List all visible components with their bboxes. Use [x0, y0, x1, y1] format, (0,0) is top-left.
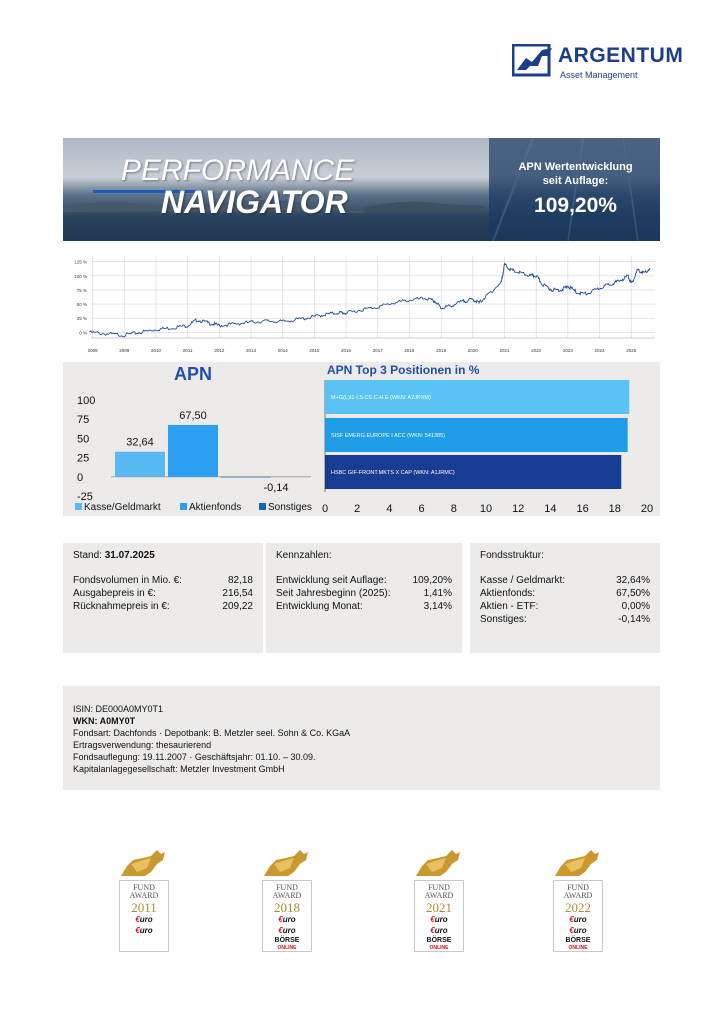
- x-tick-label: 2022: [531, 348, 542, 353]
- kennzahlen-row: [276, 588, 452, 601]
- award-card: [119, 880, 169, 952]
- performance-box: [489, 138, 660, 241]
- y-tick-label: 25: [77, 452, 90, 465]
- legend-label: Kasse/Geldmarkt: [84, 502, 161, 513]
- brand-subtitle: Asset Management: [560, 70, 638, 80]
- fondsart: Fondsart: Dachfonds · Depotbank: B. Metzler seel. Sohn & Co. KGaA: [73, 728, 351, 738]
- y-tick-label: 50: [77, 433, 90, 446]
- brand-name: ARGENTUM: [558, 44, 684, 67]
- award-line1: FUND: [567, 883, 589, 892]
- data-label: 32,64: [126, 436, 154, 449]
- row-value: 3,14%: [423, 601, 452, 612]
- x-tick-label: 10: [479, 503, 493, 515]
- award-line2: AWARD: [129, 891, 159, 900]
- y-tick-label: 75 %: [76, 287, 87, 293]
- x-tick-label: 2: [354, 503, 361, 515]
- award-year: 2022: [565, 900, 591, 915]
- bar-sonstiges: [221, 477, 271, 478]
- data-label: -0,14: [263, 481, 289, 494]
- stand-row: [73, 588, 253, 601]
- x-tick-label: 2011: [182, 348, 193, 353]
- argentum-logo: [512, 42, 682, 84]
- x-tick-label: 6: [418, 503, 425, 515]
- euro-logo: €uro: [569, 926, 587, 935]
- legend-swatch: [75, 503, 82, 510]
- performance-label-line2: seit Auflage:: [542, 175, 609, 187]
- stand-row: [73, 575, 253, 588]
- row-label: Seit Jahresbeginn (2025):: [276, 588, 391, 599]
- x-tick-label: 16: [576, 503, 589, 515]
- row-value: 32,64%: [616, 575, 650, 586]
- bar-aktienfonds: [168, 425, 218, 477]
- performance-label-line1: APN Wertentwicklung: [518, 161, 633, 173]
- gold-bull-icon: [551, 848, 603, 880]
- x-tick-label: 2008: [87, 348, 98, 353]
- row-label: Aktienfonds:: [480, 588, 536, 599]
- x-tick-label: 4: [386, 503, 393, 515]
- stand-row: [73, 601, 253, 614]
- fund-award-2011: [117, 848, 169, 952]
- kapitalanlagegesellschaft: Kapitalanlagegesellschaft: Metzler Investment GmbH: [73, 764, 285, 774]
- top3-positions-panel: [319, 362, 660, 516]
- award-title: [120, 884, 168, 900]
- award-line1: FUND: [276, 883, 298, 892]
- award-card: [414, 880, 464, 952]
- stand-date: 31.07.2025: [104, 550, 155, 561]
- row-value: 67,50%: [616, 588, 650, 599]
- award-line2: AWARD: [424, 891, 454, 900]
- performance-label: [493, 160, 658, 188]
- x-tick-label: 14: [544, 503, 557, 515]
- y-tick-label: 75: [77, 414, 90, 427]
- y-tick-label: 0: [77, 471, 84, 484]
- gold-bull-icon: [412, 848, 464, 880]
- x-tick-label: 2018: [404, 348, 415, 353]
- stand-box: [63, 543, 263, 653]
- boerse-online-logo: BÖRSE ONLINE: [426, 937, 452, 951]
- legend-swatch: [180, 503, 187, 510]
- euro-logo: €uro: [135, 915, 153, 924]
- euro-logo: €uro: [430, 926, 448, 935]
- row-value: 109,20%: [412, 575, 452, 586]
- award-year: 2021: [426, 900, 452, 915]
- x-tick-label: 2013: [246, 348, 257, 353]
- row-label: Rücknahmepreis in €:: [73, 601, 170, 612]
- row-label: Kasse / Geldmarkt:: [480, 575, 566, 586]
- gold-bull-icon: [117, 848, 169, 880]
- y-tick-label: 125 %: [74, 259, 87, 265]
- position-label: M+G(L)I1-I.S.CS C-H E (WKN: A2JPXM): [331, 395, 431, 401]
- euro-logo: €uro: [569, 915, 587, 924]
- apn-bar-chart: [63, 362, 319, 516]
- row-value: 209,22: [222, 601, 253, 612]
- top3-bar-chart: [319, 362, 660, 516]
- kennzahlen-title: Kennzahlen:: [276, 550, 332, 561]
- row-label: Fondsvolumen in Mio. €:: [73, 575, 182, 586]
- stand-label: Stand:: [73, 550, 102, 561]
- award-line2: AWARD: [563, 891, 593, 900]
- award-year: 2011: [131, 900, 157, 915]
- stand-line: [73, 550, 155, 561]
- y-tick-label: 100: [77, 395, 96, 407]
- euro-logo: €uro: [430, 915, 448, 924]
- award-title: [415, 884, 463, 900]
- fund-award-2018: [260, 848, 312, 952]
- x-tick-label: 2017: [372, 348, 383, 353]
- euro-logo: €uro: [278, 926, 296, 935]
- fondsstruktur-row: [480, 601, 650, 614]
- row-value: 0,00%: [621, 601, 650, 612]
- row-label: Aktien - ETF:: [480, 601, 539, 612]
- award-line1: FUND: [428, 883, 450, 892]
- y-tick-label: -25: [77, 491, 93, 503]
- row-value: 1,41%: [423, 588, 452, 599]
- row-value: 82,18: [227, 575, 253, 586]
- x-tick-label: 20: [640, 503, 654, 515]
- wkn: WKN: A0MY0T: [73, 716, 136, 726]
- x-tick-label: 2023: [562, 348, 573, 353]
- row-label: Entwicklung seit Auflage:: [276, 575, 387, 586]
- x-tick-label: 2019: [436, 348, 447, 353]
- award-title: [263, 884, 311, 900]
- x-tick-label: 12: [512, 503, 525, 515]
- fund-award-2021: [412, 848, 464, 952]
- fondsstruktur-row: [480, 588, 650, 601]
- x-tick-label: 18: [608, 503, 621, 515]
- kennzahlen-row: [276, 601, 452, 614]
- legend-swatch: [259, 503, 266, 510]
- award-line2: AWARD: [272, 891, 302, 900]
- row-value: -0,14%: [618, 614, 650, 625]
- fund-details-box: [63, 686, 660, 790]
- kennzahlen-box: [266, 543, 462, 653]
- position-label: SISF EMERG.EUROPE I ACC (WKN: 541385): [331, 433, 446, 439]
- top3-chart-title: APN Top 3 Positionen in %: [327, 363, 480, 377]
- x-tick-label: 8: [450, 503, 457, 515]
- fondsstruktur-box: [470, 543, 660, 653]
- x-tick-label: 2025: [626, 348, 637, 353]
- row-label: Entwicklung Monat:: [276, 601, 363, 612]
- x-tick-label: 2014: [277, 348, 288, 353]
- boerse-online-logo: BÖRSE ONLINE: [274, 937, 300, 951]
- award-title: [554, 884, 602, 900]
- fondsstruktur-row: [480, 614, 650, 627]
- euro-logo: €uro: [278, 915, 296, 924]
- performance-series-line: [89, 264, 650, 337]
- data-label: 67,50: [179, 409, 207, 422]
- x-tick-label: 2009: [119, 348, 130, 353]
- y-tick-label: 100 %: [74, 273, 87, 279]
- banner-title-line2: NAVIGATOR: [161, 184, 348, 220]
- x-tick-label: 2021: [499, 348, 510, 353]
- legend-label: Aktienfonds: [189, 502, 242, 513]
- row-value: 216,54: [222, 588, 253, 599]
- fondsstruktur-title: Fondsstruktur:: [480, 550, 544, 561]
- boerse-online-logo: BÖRSE ONLINE: [565, 937, 591, 951]
- performance-value: 109,20%: [534, 194, 617, 217]
- award-year: 2018: [274, 900, 300, 915]
- x-tick-label: 2015: [309, 348, 320, 353]
- legend-label: Sonstiges: [268, 502, 312, 513]
- y-tick-label: 0 %: [79, 330, 87, 336]
- isin: ISIN: DE000A0MY0T1: [73, 704, 164, 714]
- fondsstruktur-row: [480, 575, 650, 588]
- apn-bar-chart-panel: [63, 362, 319, 516]
- x-tick-label: 2024: [594, 348, 605, 353]
- gold-bull-icon: [260, 848, 312, 880]
- fondsauflegung: Fondsauflegung: 19.11.2007 · Geschäftsjahr: 01.10. – 30.09.: [73, 752, 316, 762]
- banner-title-line1: PERFORMANCE: [121, 154, 355, 187]
- row-label: Sonstiges:: [480, 614, 527, 625]
- x-tick-label: 2020: [467, 348, 478, 353]
- award-card: [553, 880, 603, 952]
- euro-logo: €uro: [135, 926, 153, 935]
- x-tick-label: 2010: [150, 348, 161, 353]
- performance-navigator-banner: [63, 138, 660, 241]
- position-label: HSBC GIF-FRONT.MKTS X CAP (WKN: A1JRMC): [331, 470, 455, 476]
- row-label: Ausgabepreis in €:: [73, 588, 156, 599]
- x-tick-label: 2016: [341, 348, 352, 353]
- y-tick-label: 50 %: [76, 302, 87, 308]
- performance-line-chart: [63, 244, 660, 356]
- award-card: [262, 880, 312, 952]
- kennzahlen-row: [276, 575, 452, 588]
- x-tick-label: 0: [321, 503, 329, 515]
- fund-award-2022: [551, 848, 603, 952]
- x-tick-label: 2012: [214, 348, 225, 353]
- ertragsverwendung: Ertragsverwendung: thesaurierend: [73, 740, 212, 750]
- bull-logo-icon: [512, 44, 554, 80]
- bar-kasse-geldmarkt: [115, 452, 165, 477]
- apn-chart-title: APN: [173, 364, 213, 384]
- y-tick-label: 25 %: [76, 316, 87, 322]
- award-line1: FUND: [133, 883, 155, 892]
